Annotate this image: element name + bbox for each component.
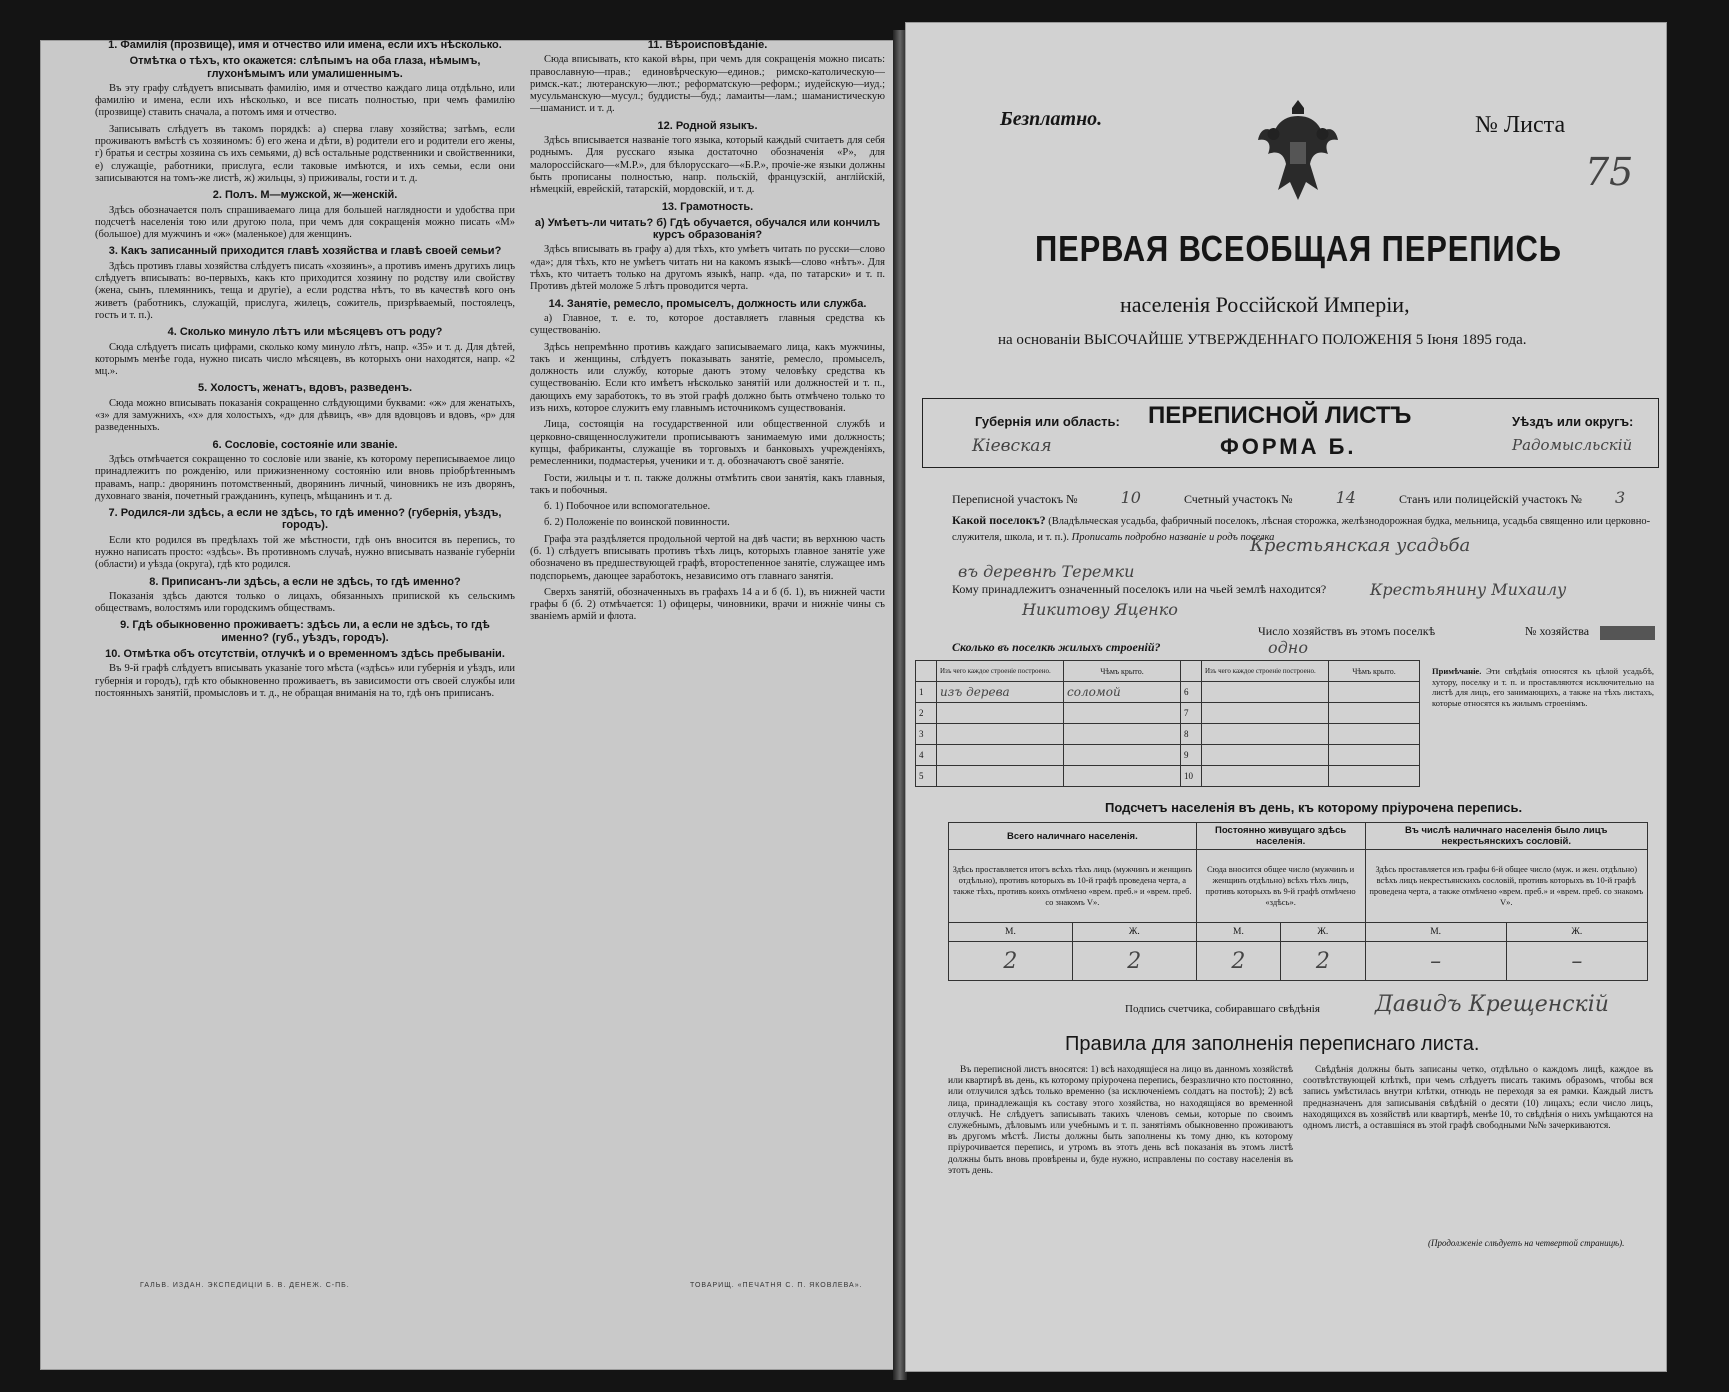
rules-continued-note: (Продолженіе слѣдуетъ на четвертой страницѣ). (1428, 1238, 1625, 1248)
count-title: Подсчетъ населенія въ день, къ которому пріурочена перепись. (1105, 800, 1523, 815)
section-heading: 7. Родился-ли здѣсь, а если не здѣсь, то гдѣ именно? (губернія, уѣздъ, городъ). (108, 507, 502, 532)
instruction-paragraph: Сюда можно вписывать показанія сокращенно слѣдующими буквами: «ж» для женатыхъ, «з» для замужнихъ, «х» для холостыхъ, «д» для дѣвицъ, «в» для вдовцовъ и вдовъ, «р» для разведенныхъ. (95, 397, 515, 434)
section-heading: 1. Фамилія (прозвище), имя и отчество или имена, если ихъ нѣсколько. (108, 39, 502, 51)
gubernia-label: Губернія или область: (975, 414, 1120, 429)
section-heading: 5. Холостъ, женатъ, вдовъ, разведенъ. (197, 382, 413, 395)
sheet-number-handwritten: 75 (1585, 150, 1634, 194)
rules-right-column: Свѣдѣнія должны быть записаны четко, отдѣльно о каждомъ лицѣ, каждое въ соотвѣтствующей клѣткѣ, при чемъ слѣдуетъ писать такимъ образомъ, чтобы вся запись умѣстилась внутри клѣтки, отнюдь не переходя за ея рамки. Каждый листъ предназначенъ для записыванія свѣдѣній о десяти (10) лицахъ; если число лицъ, находящихся въ хозяйствѣ или квартирѣ, менѣе 10, то свѣдѣнія о нихъ умѣщаются на одномъ листѣ, а оставшіяся въ этой графѣ свободными №№ зачеркиваются. (1303, 1065, 1653, 1132)
count-value: – (1365, 942, 1506, 981)
owner-label: Кому принадлежитъ означенный поселокъ или на чьей землѣ находится? (952, 582, 1327, 596)
bt-row-number: 9 (1181, 745, 1202, 766)
count-value: 2 (949, 942, 1073, 981)
instruction-paragraph: а) Главное, т. е. то, которое доставляетъ главныя средства къ существованію. (530, 312, 885, 337)
count-col-desc: Здѣсь проставляется изъ графы 6-й общее число (муж. и жен. отдѣльно) всѣхъ лицъ некрестьянскихъ сословій, противъ которыхъ въ 10-й графѣ проведена черта, а также отмѣчено «врем. преб.» и «врем. преб. со знакомъ V». (1365, 850, 1647, 923)
section-heading: 8. Приписанъ-ли здѣсь, а если не здѣсь, то гдѣ именно? (149, 575, 461, 588)
legal-basis: на основаніи ВЫСОЧАЙШЕ УТВЕРЖДЕННАГО ПОЛОЖЕНІЯ 5 Іюня 1895 года. (998, 332, 1527, 348)
buildings-handwritten: одно (1268, 638, 1308, 657)
count-col-header: Въ числѣ наличнаго населенія было лицъ некрестьянскихъ сословій. (1365, 823, 1647, 850)
section-heading: Отмѣтка о тѣхъ, кто окажется: слѣпымъ на оба глаза, нѣмымъ, глухонѣмымъ или умалишеннымъ. (129, 55, 481, 80)
bt-row-number: 8 (1181, 724, 1202, 745)
settlement-handwritten: Крестьянская усадьба (1250, 535, 1471, 556)
section-heading: 10. Отмѣтка объ отсутствіи, отлучкѣ и о временномъ здѣсь пребываніи. (105, 648, 505, 661)
bt-head: Изъ чего каждое строеніе построено. (1202, 661, 1329, 682)
instruction-paragraph: Здѣсь непремѣнно противъ каждаго записываемаго лица, какъ мужчины, такъ и женщины, слѣдуетъ показывать занятіе, ремесло, промыселъ, должность или службу, которые даютъ этому человѣку средства къ существованію. Если кто имѣетъ нѣсколько занятій или должностей и т. п., дающихъ ему заработокъ, то въ этой графѣ должно быть отмѣчено только то изъ нихъ, которое служитъ ему главнымъ источникомъ существованія. (530, 341, 885, 415)
count-value: 2 (1072, 942, 1196, 981)
form-label: ФОРМА Б. (1220, 434, 1357, 459)
rules-title: Правила для заполненія переписнаго листа. (1065, 1033, 1480, 1055)
bt-row-number: 7 (1181, 703, 1202, 724)
section-heading: 3. Какъ записанный приходится главѣ хозяйства и главѣ своей семьи? (108, 245, 502, 258)
section-heading: 12. Родной языкъ. (657, 119, 758, 132)
section-heading: 6. Сословіе, состояніе или званіе. (212, 438, 398, 451)
instruction-paragraph: Гости, жильцы и т. п. также должны отмѣтить свои занятія, какъ главныя, такъ и побочныя. (530, 472, 885, 496)
count-value: 2 (1196, 942, 1280, 981)
left-printer-imprint: ГАЛЬВ. ИЗДАН. ЭКСПЕДИЦІИ Б. В. ДЕНЕЖ. С-ПБ. (140, 1282, 350, 1289)
section-heading: 4. Сколько минуло лѣтъ или мѣсяцевъ отъ роду? (167, 326, 443, 339)
instruction-paragraph: Здѣсь противъ главы хозяйства слѣдуетъ писать «хозяинъ», а противъ именъ другихъ лицъ слѣдуетъ вписывать: во-первыхъ, какъ кто приходится хозяину по родству или свойству (жена, сынъ, племянникъ, теща и другіе), а если родства нѣтъ, то въ качествѣ кого онъ живетъ (работникъ, служащій, прислуга, жилецъ, сожитель, призрѣваемый, постоялецъ, гость и т. п.). (95, 260, 515, 321)
count-value: – (1506, 942, 1647, 981)
bt-head: Чѣмъ крыто. (1329, 661, 1420, 682)
section-heading: а) Умѣетъ-ли читать? б) Гдѣ обучается, обучался или кончилъ курсъ образованія? (534, 216, 881, 242)
rules-left-column: Въ переписной листъ вносятся: 1) всѣ находящіеся на лицо въ данномъ хозяйствѣ или квартирѣ въ день, къ которому пріурочена перепись, безразлично кто постоянно, или отлучился здѣсь только временно (за исключеніемъ солдатъ на постоѣ); 2) всѣ лица, принадлежащія къ составу этого хозяйства, но находящіяся во временной отлучкѣ. Не слѣдуетъ записывать такихъ членовъ семьи, которые по своимъ служебнымъ, дѣловымъ или учебнымъ и т. п. занятіямъ обыкновенно проживаютъ въ другомъ мѣстѣ. Листы должны быть заполнены къ тому дню, къ которому пріурочивается перепись, и утромъ въ этотъ день всѣ показанія въ этомъ листѣ должны быть вновь провѣрены и, буде нужно, исправлены по составу населенія въ этотъ день. (948, 1065, 1293, 1176)
instruction-paragraph: Если кто родился въ предѣлахъ той же мѣстности, гдѣ онъ вносится въ перепись, то нужно написать просто: «здѣсь». Въ противномъ случаѣ, нужно вписывать названіе губерніи (области) и уѣзда (округа), гдѣ кто родился. (95, 534, 515, 571)
section-heading: 9. Гдѣ обыкновенно проживаетъ: здѣсь ли, а если не здѣсь, то гдѣ именно? (губ., уѣздъ, городъ). (120, 619, 490, 644)
uezd-label: Уѣздъ или округъ: (1512, 414, 1634, 429)
section-heading: 11. Вѣроисповѣданіе. (647, 39, 768, 51)
buildings-label: Сколько въ поселкѣ жилыхъ строеній? (952, 640, 1161, 654)
instructions-column-2 (530, 35, 885, 1305)
bt-material: изъ дерева (937, 682, 1064, 703)
instruction-paragraph: Сюда вписывать, кто какой вѣры, при чемъ для сокращенія можно писать: православную—прав.; единовѣрческую—единов.; римско-католическую—римск.-кат.; лютеранскую—лют.; реформатскую—реформ.; иудейскую—иуд.; мусульманскую—мусул.; буддисты—буд.; ламаиты—лам.; шаманистическую—шаманист. и т. д. (530, 54, 885, 115)
instruction-paragraph: Сверхъ занятій, обозначенныхъ въ графахъ 14 а и б (б. 1), въ нижней части графы б (б. 2) отмѣчается: 1) офицеры, чиновники, врачи и нижніе чины съ званіемъ армій и флота. (530, 586, 885, 623)
count-col-header: Всего наличнаго населенія. (949, 823, 1197, 850)
household-number-label: № хозяйства (1525, 624, 1590, 638)
gubernia-value: Кіевская (972, 436, 1052, 456)
enumerator-signature: Давидъ Крещенскій (1375, 992, 1609, 1017)
sex-label: М. (949, 923, 1073, 942)
household-number-blot (1600, 626, 1655, 640)
census-subtitle: населенія Россійской Имперіи, (1120, 292, 1410, 317)
instruction-paragraph: Лица, состоящія на государственной или общественной службѣ и церковно-священнослужители прописываютъ занимаемую ими должность; купцы, фабриканты, служащіе въ торговыхъ и банковыхъ учрежденіяхъ, ремесленники, подмастерья, ученики и т. д. обозначаютъ своё занятіе. (530, 419, 885, 468)
households-label: Число хозяйствъ въ этомъ поселкѣ (1258, 624, 1436, 638)
count-col-desc: Здѣсь проставляется итогъ всѣхъ тѣхъ лицъ (мужчинъ и женщинъ отдѣльно), противъ которыхъ въ 10-й графѣ проведена черта, а также тѣхъ, противъ коихъ отмѣчено «врем. преб.» и «врем. преб. со знакомъ V». (949, 850, 1197, 923)
bt-row-number: 2 (916, 703, 937, 724)
bt-head: Изъ чего каждое строеніе построено. (937, 661, 1064, 682)
instruction-paragraph: Здѣсь вписывать въ графу а) для тѣхъ, кто умѣетъ читать по русски—слово «да»; для тѣхъ, кто не умѣетъ читать ни на какомъ языкѣ—слово «нѣтъ». Для тѣхъ, кто читаетъ только на другомъ языкѣ, напр. «да, по татарски» и т. п. Противъ дѣтей моложе 5 лѣтъ проводится черта. (530, 244, 885, 293)
free-label: Безплатно. (1000, 108, 1103, 130)
count-col-header: Постоянно живущаго здѣсь населенія. (1196, 823, 1365, 850)
section-heading: 14. Занятіе, ремесло, промыселъ, должность или служба. (548, 297, 867, 310)
sex-label: Ж. (1281, 923, 1365, 942)
bt-row-number: 3 (916, 724, 937, 745)
right-printer-imprint: ТОВАРИЩ. «ПЕЧАТНЯ С. П. ЯКОВЛЕВА». (690, 1282, 863, 1289)
instruction-paragraph: Здѣсь отмѣчается сокращенно то сословіе или званіе, къ которому переписываемое лицо принадлежитъ по рожденію, или прижизненному состоянію или вновь пріобрѣтеннымъ правамъ, напр.: дворянинъ потомственный, дворянинъ личный, чиновникъ не изъ дворянъ, духовнаго званія, почетный гражданинъ, купецъ, мѣщанинъ и т. д. (95, 453, 515, 502)
instruction-paragraph: б. 2) Положеніе по воинской повинности. (544, 517, 730, 529)
district-line: Переписной участокъ № 10 Счетный участокъ № 14 Станъ или полицейскій участокъ № 3 (952, 488, 1626, 507)
census-title: ПЕРВАЯ ВСЕОБЩАЯ ПЕРЕПИСЬ (1035, 228, 1562, 269)
bt-row-number: 10 (1181, 766, 1202, 787)
instruction-paragraph: Здѣсь обозначается полъ спрашиваемаго лица для большей наглядности и удобства при подсчетѣ населенія тою или другою пола, при чемъ для сокращенія можно писать «М» (большое) для мужчинъ и «ж» (маленькое) для женщинъ. (95, 204, 515, 241)
instruction-paragraph: Сюда слѣдуетъ писать цифрами, сколько кому минуло лѣтъ, напр. «35» и т. д. Для дѣтей, которымъ менѣе года, нужно писать число мѣсяцевъ, въ которыхъ они находятся, напр. «2 мц.». (95, 341, 515, 378)
sheet-number-label: № Листа (1475, 112, 1566, 138)
bt-row-number: 1 (916, 682, 937, 703)
buildings-note: Примѣчаніе. Эти свѣдѣнія относятся къ цѣлой усадьбѣ, хутору, поселку и т. п. и проставляются исключительно на листѣ для лицъ, его занимающихъ, а также на тѣхъ листахъ, которые относятся къ жилымъ строеніямъ. (1432, 666, 1654, 708)
double-headed-eagle-emblem (1248, 92, 1348, 212)
bt-roof: соломой (1064, 682, 1181, 703)
sex-label: Ж. (1506, 923, 1647, 942)
bt-row-number: 4 (916, 745, 937, 766)
uezd-value: Радомысльскій (1512, 436, 1633, 454)
bt-row-number: 5 (916, 766, 937, 787)
population-count-table (948, 822, 1648, 981)
count-value: 2 (1281, 942, 1365, 981)
instructions-column-1 (95, 35, 515, 1305)
instruction-paragraph: Въ 9-й графѣ слѣдуетъ вписывать указаніе того мѣста («здѣсь» или губернія и уѣздъ, или губернія и городъ), гдѣ кто обыкновенно проживаетъ, въ зависимости отъ своей службы или постоянныхъ занятій, промысловъ и т. д., не обращая вниманія на то, гдѣ онъ приписанъ. (95, 663, 515, 699)
instruction-paragraph: б. 1) Побочное или вспомогательное. (544, 501, 711, 513)
sex-label: Ж. (1072, 923, 1196, 942)
section-heading: 13. Грамотность. (661, 200, 754, 213)
sex-label: М. (1365, 923, 1506, 942)
instruction-paragraph: Здѣсь вписывается названіе того языка, который каждый считаетъ для себя роднымъ. Для русскаго языка достаточно обозначенія «Р», для малороссійскаго—«М.Р.», для бѣлорусскаго—«Б.Р.», прочіе-же языки должны быть прописаны полностью, напр. польскій, французскій, англійскій, нѣмецкій, еврейскій, татарскій, мордовскій, и т. д. (530, 135, 885, 196)
owner-handwritten-2: Никитову Яценко (1022, 600, 1178, 619)
count-col-desc: Сюда вносится общее число (мужчинъ и женщинъ отдѣльно) всѣхъ тѣхъ лицъ, противъ которыхъ въ 9-й графѣ отмѣчено «здѣсь». (1196, 850, 1365, 923)
instruction-paragraph: Въ эту графу слѣдуетъ вписывать фамилію, имя и отчество каждаго лица отдѣльно, или фамилію и имена, если ихъ нѣсколько, и все писать полностью, при чемъ фамилію (прозвище) ставить сначала, а потомъ имя и отчество. (95, 82, 515, 119)
signature-label: Подпись счетчика, собиравшаго свѣдѣнія (1125, 1003, 1320, 1015)
sheet-title: ПЕРЕПИСНОЙ ЛИСТЪ (1148, 402, 1412, 429)
buildings-table (915, 660, 1420, 787)
owner-handwritten: Крестьянину Михаилу (1370, 580, 1567, 599)
bt-row-number: 6 (1181, 682, 1202, 703)
instruction-paragraph: Записывать слѣдуетъ въ такомъ порядкѣ: а) сперва главу хозяйства; затѣмъ, если проживаютъ вмѣстѣ съ хозяиномъ: б) его жена и дѣти, в) родители его и родители его жены, г) братья и сестры хозяина съ ихъ семьями, д) всѣ остальные родственники и свойственники, е) служащіе, работники, прислуга, если таковые имѣются, и ихъ семьи, если они записываются на томъ-же листѣ, ж) жильцы, з) приживалы, гости и т. д. (95, 123, 515, 184)
section-heading: 2. Полъ. М—мужской, ж—женскій. (212, 189, 398, 202)
instruction-paragraph: Показанія здѣсь даются только о лицахъ, обязанныхъ припиской къ сельскимъ обществамъ, волостямъ или городскимъ обществамъ. (95, 590, 515, 615)
bt-head: Чѣмъ крыто. (1064, 661, 1181, 682)
sex-label: М. (1196, 923, 1280, 942)
settlement-block: Какой поселокъ? (Владѣльческая усадьба, фабричный поселокъ, лѣсная сторожка, желѣзнодорожная будка, мельница, усадьба священно или церковно-служителя, школа, и т. п.). Прописать подробно названіе и родъ поселка (952, 513, 1651, 543)
settlement-handwritten-2: въ деревнѣ Теремки (958, 562, 1135, 581)
instruction-paragraph: Графа эта раздѣляется продольной чертой на двѣ части; въ верхнюю часть (б. 1) слѣдуетъ вписывать противъ тѣхъ лицъ, которыхъ главное занятіе уже обозначено въ предшествующей графѣ, второстепенное занятіе, служащее имъ подспорьемъ, дающее заработокъ, независимо отъ главнаго занятія. (530, 533, 885, 582)
